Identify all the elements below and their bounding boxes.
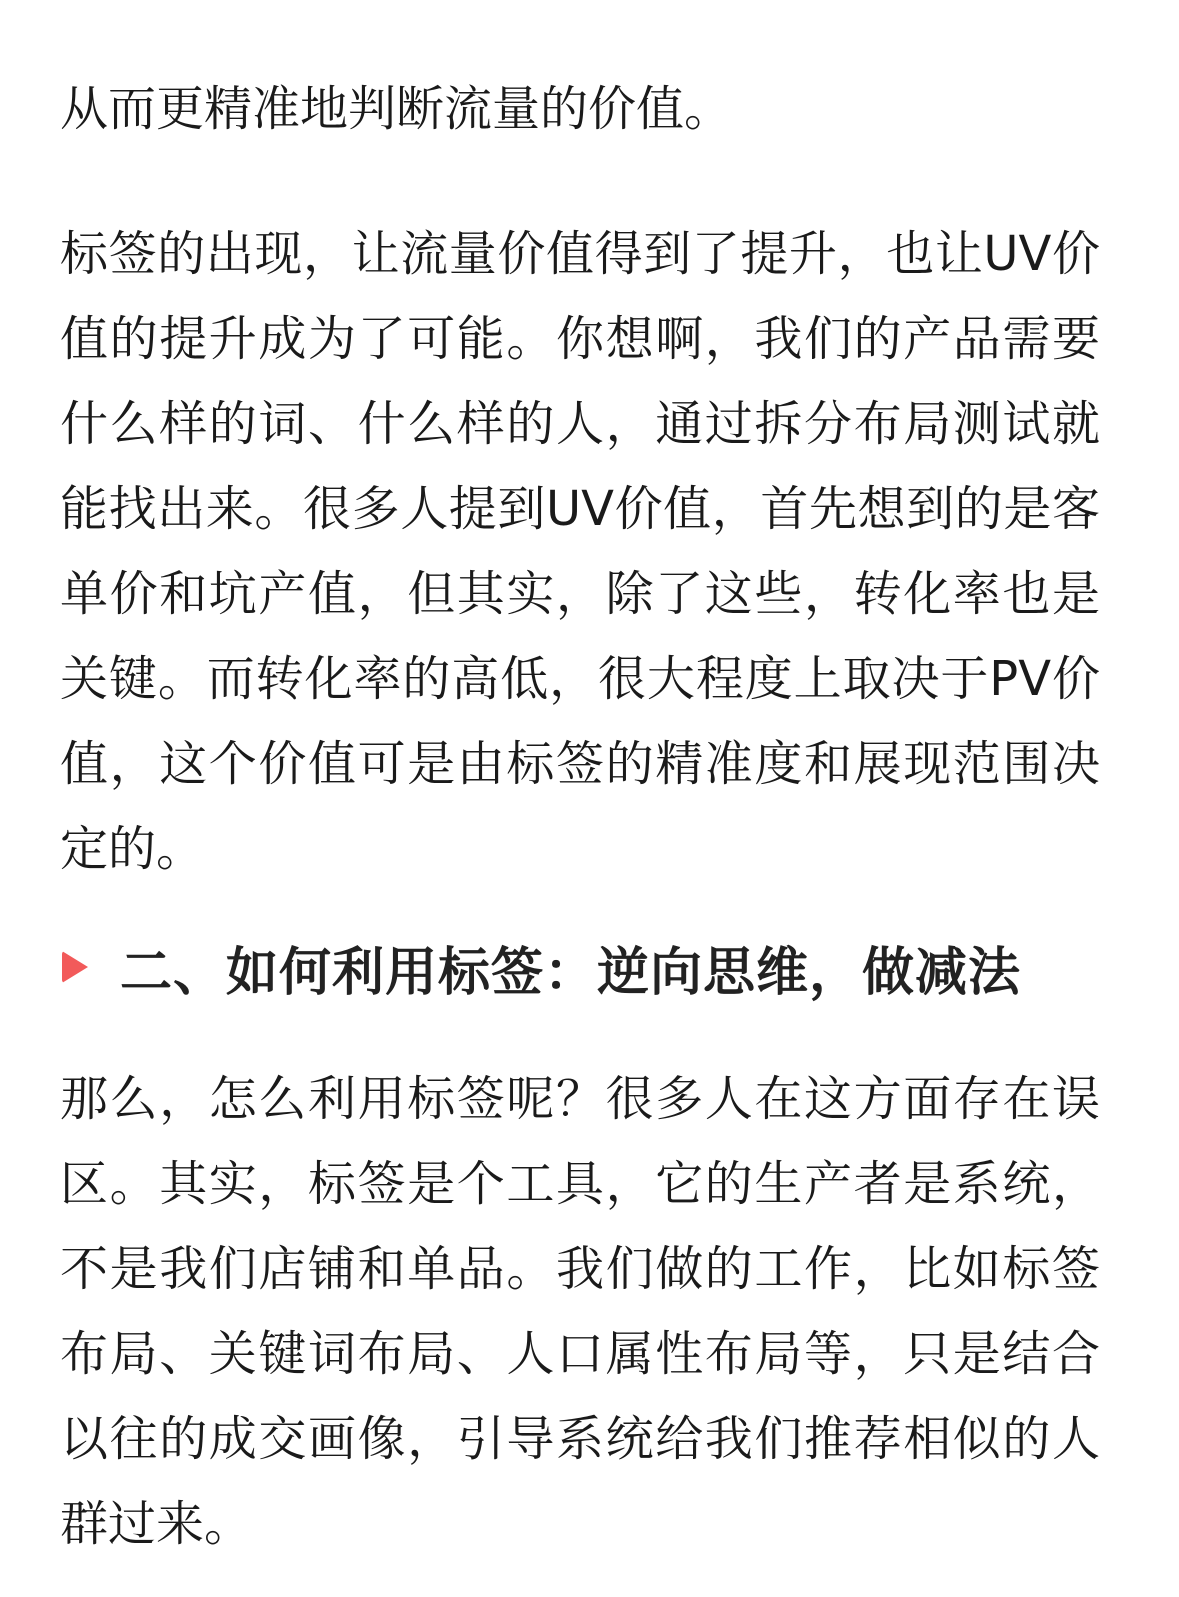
paragraph-3: 那么，怎么利用标签呢？很多人在这方面存在误区。其实，标签是个工具，它的生产者是系统，不是我们店铺和单品。我们做的工作，比如标签布局、关键词布局、人口属性布局等，只是结合以往的成交画像，引导系统给我们推荐相似的人群过来。	[60, 1071, 1100, 1552]
section-heading	[60, 922, 1100, 1012]
article-body	[60, 0, 1100, 1567]
triangle-bullet-icon	[62, 951, 88, 983]
paragraph-spacer	[60, 152, 1100, 212]
paragraph-1-tail: 从而更精准地判断流量的价值。	[60, 81, 733, 137]
section-heading-text: 二、如何利用标签：逆向思维，做减法	[120, 942, 1022, 1003]
paragraph-2: 标签的出现，让流量价值得到了提升，也让UV价值的提升成为了可能。你想啊，我们的产品需要什么样的词、什么样的人，通过拆分布局测试就能找出来。很多人提到UV价值，首先想到的是客单价和坑产值，但其实，除了这些，转化率也是关键。而转化率的高低，很大程度上取决于PV价值，这个价值可是由标签的精准度和展现范围决定的。	[60, 226, 1100, 877]
